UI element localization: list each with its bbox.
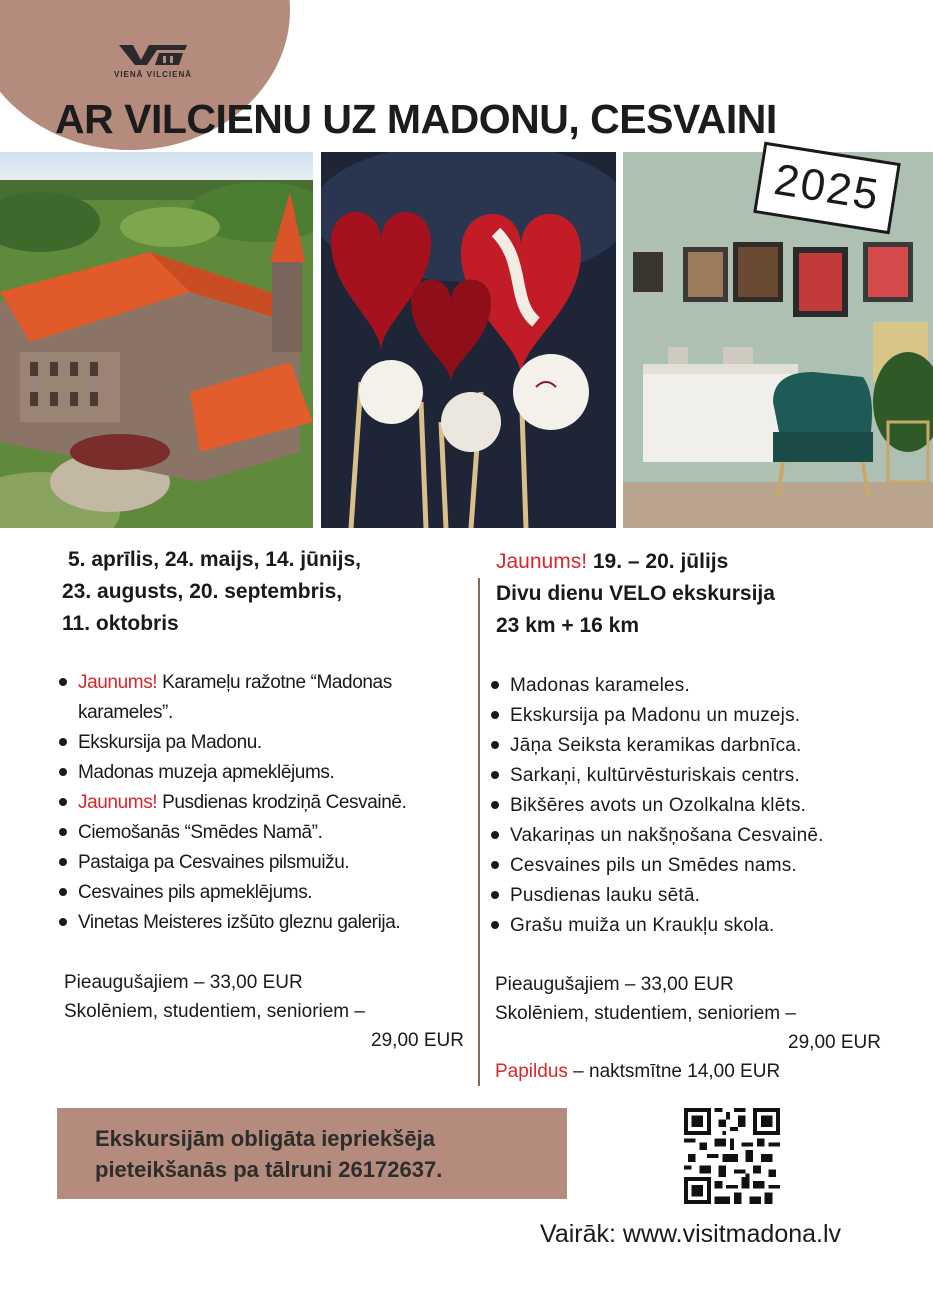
right-itinerary-list <box>490 671 920 941</box>
list-item: Sarkaņi, kultūrvēsturiskais centrs. <box>490 761 920 791</box>
list-item-text: Karameļu ražotne “Madonas karameles”. <box>78 672 392 723</box>
notice-line: Ekskursijām obligāta iepriekšēja <box>95 1126 435 1151</box>
logo-label: VIENĀ VILCIENĀ <box>113 70 192 79</box>
list-item <box>58 728 478 758</box>
list-item: Vakariņas un nakšņošana Cesvainē. <box>490 821 920 851</box>
list-item-text: Ekskursija pa Madonu. <box>78 732 262 753</box>
castle-photo-icon <box>0 152 313 528</box>
price-students-amount: 29,00 EUR <box>788 1032 881 1053</box>
qr-code-icon[interactable] <box>684 1108 780 1204</box>
vivi-logo-icon <box>113 42 193 68</box>
new-badge: Jaunums! <box>496 550 588 573</box>
right-heading <box>496 546 916 642</box>
left-itinerary-list <box>58 668 478 938</box>
price-adults: Pieaugušajiem – 33,00 EUR <box>495 974 734 995</box>
list-item-text: Cesvaines pils apmeklējums. <box>78 882 313 903</box>
list-item-text: Ciemošanās “Smēdes Namā”. <box>78 822 323 843</box>
vivi-logo <box>108 42 198 79</box>
list-item-text: Pastaiga pa Cesvaines pilsmuižu. <box>78 852 350 873</box>
list-item <box>58 668 478 728</box>
list-item: Cesvaines pils un Smēdes nams. <box>490 851 920 881</box>
left-date-line: 5. aprīlis, 24. maijs, 14. jūnijs, <box>68 548 361 571</box>
list-item: Madonas karameles. <box>490 671 920 701</box>
list-item <box>58 878 478 908</box>
price-extra <box>495 1057 881 1086</box>
left-prices <box>64 968 464 1055</box>
left-date-line: 23. augusts, 20. septembris, <box>62 580 343 603</box>
list-item-text: Vinetas Meisteres izšūto gleznu galerija. <box>78 912 401 933</box>
list-item <box>58 758 478 788</box>
list-item: Bikšēres avots un Ozolkalna klēts. <box>490 791 920 821</box>
column-divider <box>478 578 480 1086</box>
price-students-amount: 29,00 EUR <box>371 1030 464 1051</box>
extra-label: Papildus <box>495 1061 568 1082</box>
right-prices <box>495 970 881 1086</box>
list-item-text: Pusdienas krodziņā Cesvainē. <box>157 792 407 813</box>
list-item <box>58 848 478 878</box>
right-subtitle: Divu dienu VELO ekskursija <box>496 582 775 605</box>
caramel-hearts-photo-icon <box>321 152 616 528</box>
left-date-line: 11. oktobris <box>62 612 179 635</box>
more-info-link[interactable]: Vairāk: www.visitmadona.lv <box>540 1220 842 1248</box>
list-item: Grašu muiža un Kraukļu skola. <box>490 911 920 941</box>
left-dates <box>62 544 462 640</box>
price-adults: Pieaugušajiem – 33,00 EUR <box>64 972 303 993</box>
new-badge: Jaunums! <box>78 792 158 813</box>
list-item-text: Madonas muzeja apmeklējums. <box>78 762 335 783</box>
list-item: Jāņa Seiksta keramikas darbnīca. <box>490 731 920 761</box>
caramel-hearts-photo <box>321 152 616 528</box>
list-item <box>58 788 478 818</box>
right-dates: 19. – 20. jūlijs <box>587 550 729 573</box>
right-distance: 23 km + 16 km <box>496 614 640 637</box>
price-students-label: Skolēniem, studentiem, senioriem – <box>64 1001 365 1022</box>
new-badge: Jaunums! <box>78 672 158 693</box>
page-title: AR VILCIENU UZ MADONU, CESVAINI <box>55 96 777 142</box>
castle-photo <box>0 152 313 528</box>
list-item <box>58 908 478 938</box>
registration-notice <box>57 1108 567 1199</box>
price-students-label: Skolēniem, studentiem, senioriem – <box>495 1003 796 1024</box>
list-item: Pusdienas lauku sētā. <box>490 881 920 911</box>
year-stamp: 2025 <box>753 142 901 235</box>
list-item: Ekskursija pa Madonu un muzejs. <box>490 701 920 731</box>
list-item <box>58 818 478 848</box>
notice-line: pieteikšanās pa tālruni 26172637. <box>95 1157 443 1182</box>
extra-text: – naktsmītne 14,00 EUR <box>567 1061 781 1082</box>
